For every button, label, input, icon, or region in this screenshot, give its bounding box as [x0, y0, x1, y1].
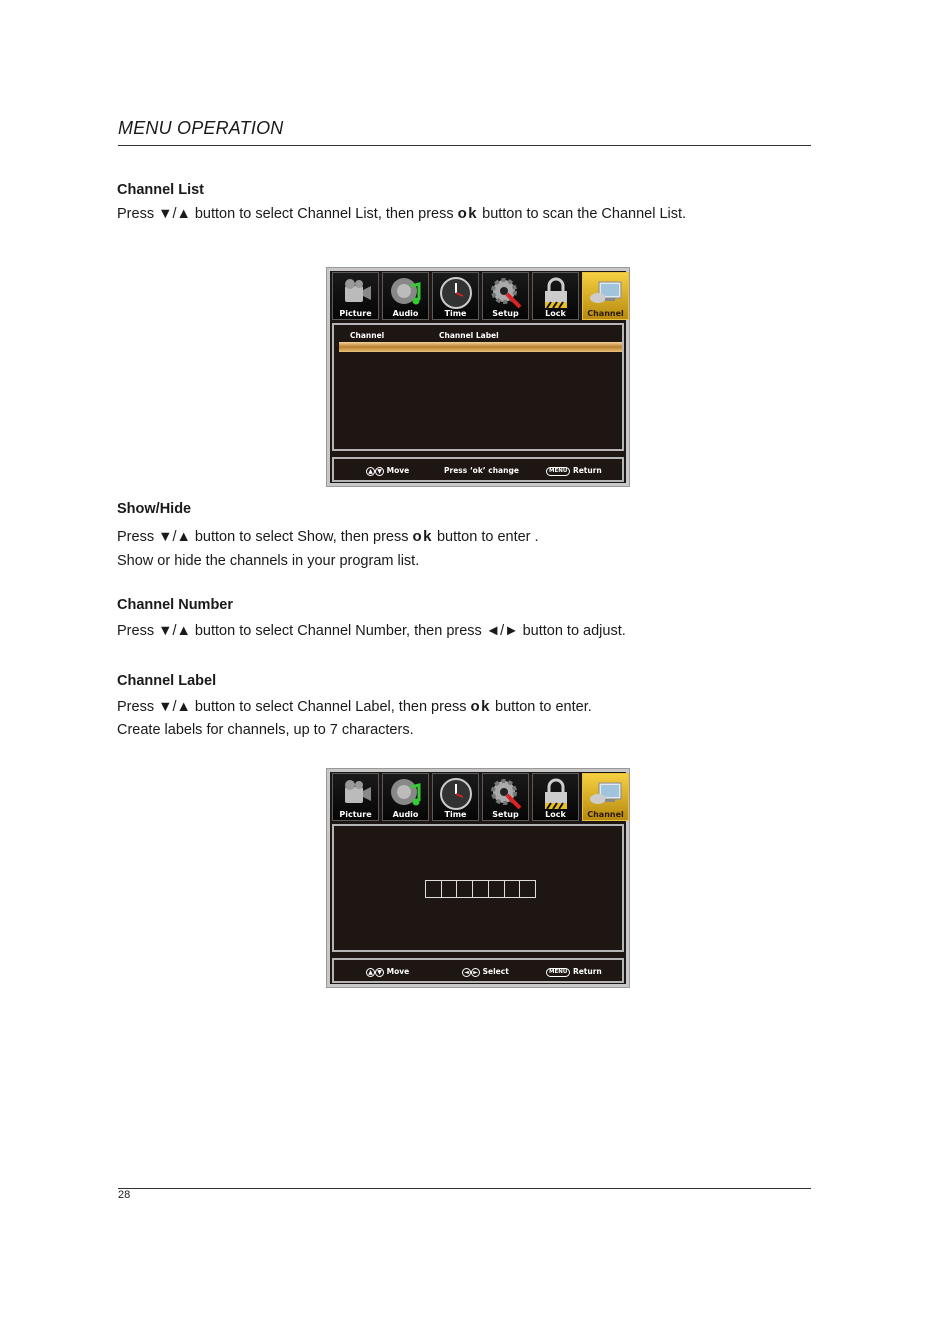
tab-channel[interactable] — [582, 773, 629, 821]
speaker-music-icon — [389, 777, 423, 811]
menu-key-icon: MENU — [546, 467, 570, 476]
ok-key-label: ok — [470, 698, 492, 715]
column-header-channel: Channel — [350, 331, 385, 340]
tab-label: Time — [444, 309, 467, 318]
selected-row-highlight[interactable] — [339, 342, 622, 352]
label-char-slot[interactable] — [442, 881, 458, 897]
left-arrow-icon: ◄ — [462, 968, 471, 977]
tab-label: Time — [444, 810, 467, 819]
tab-label: Lock — [545, 309, 566, 318]
tab-setup[interactable] — [482, 272, 529, 320]
show-hide-text-b: button to enter . — [436, 529, 539, 545]
hint-move-label: Move — [386, 466, 410, 475]
osd-footer-hints — [332, 958, 624, 983]
lock-icon — [539, 777, 573, 811]
hint-return-label: Return — [572, 466, 602, 475]
tab-audio[interactable] — [382, 272, 429, 320]
speaker-music-icon — [389, 276, 423, 310]
right-arrow-icon: ► — [471, 968, 480, 977]
channel-label-text-a: Press ▼/▲ button to select Channel Label, then press — [117, 699, 467, 715]
osd-channel-label-screen — [326, 768, 630, 988]
tab-label: Audio — [392, 810, 419, 819]
section-title-show-hide: Show/Hide — [117, 501, 192, 517]
label-char-slot[interactable] — [426, 881, 442, 897]
hint-return — [546, 466, 602, 476]
osd-footer-hints — [332, 457, 624, 482]
show-hide-instruction — [117, 528, 539, 545]
channel-list-text-a: Press ▼/▲ button to select Channel List, then press — [117, 206, 454, 222]
tab-setup[interactable] — [482, 773, 529, 821]
channel-list-instruction — [117, 205, 686, 222]
osd-panel — [330, 772, 626, 984]
channel-label-input[interactable] — [425, 880, 536, 898]
column-header-channel-label: Channel Label — [439, 331, 499, 340]
label-char-slot[interactable] — [473, 881, 489, 897]
ok-key-label: ok — [457, 205, 479, 222]
hint-select-label: Select — [482, 967, 509, 976]
label-char-slot[interactable] — [520, 881, 535, 897]
down-arrow-icon: ▼ — [375, 968, 384, 977]
camera-icon — [339, 777, 373, 811]
tab-picture[interactable] — [332, 773, 379, 821]
tab-label: Picture — [339, 810, 372, 819]
tab-label: Setup — [492, 309, 519, 318]
clock-icon — [439, 276, 473, 310]
tv-satellite-icon — [589, 276, 623, 310]
page-header-title: MENU OPERATION — [118, 118, 284, 138]
camera-icon — [339, 276, 373, 310]
osd-menu-tabs — [332, 272, 626, 322]
hint-move — [366, 967, 409, 977]
channel-label-text-b: button to enter. — [495, 699, 592, 715]
menu-key-icon: MENU — [546, 968, 570, 977]
footer-rule — [118, 1188, 811, 1189]
up-arrow-icon: ▲ — [366, 968, 375, 977]
tab-label: Audio — [392, 309, 419, 318]
page-number: 28 — [118, 1189, 131, 1201]
channel-list-text-b: button to scan the Channel List. — [482, 206, 687, 222]
hint-move-label: Move — [386, 967, 410, 976]
clock-icon — [439, 777, 473, 811]
up-arrow-icon: ▲ — [366, 467, 375, 476]
gear-tools-icon — [489, 276, 523, 310]
hint-move — [366, 466, 409, 476]
tab-label: Setup — [492, 810, 519, 819]
channel-label-description: Create labels for channels, up to 7 characters. — [117, 722, 414, 738]
tv-satellite-icon — [589, 777, 623, 811]
down-arrow-icon: ▼ — [375, 467, 384, 476]
osd-channel-list-screen — [326, 267, 630, 487]
hint-ok-change: Press ‘ok’ change — [444, 466, 519, 475]
tab-label: Channel — [587, 309, 624, 318]
show-hide-text-a: Press ▼/▲ button to select Show, then press — [117, 529, 409, 545]
section-title-channel-list: Channel List — [117, 182, 205, 198]
show-hide-description: Show or hide the channels in your program list. — [117, 553, 420, 569]
tab-channel[interactable] — [582, 272, 629, 320]
channel-number-instruction: Press ▼/▲ button to select Channel Number, then press ◄/► button to adjust. — [117, 623, 626, 639]
section-title-channel-label: Channel Label — [117, 673, 217, 689]
tab-lock[interactable] — [532, 773, 579, 821]
tab-label: Picture — [339, 309, 372, 318]
lock-icon — [539, 276, 573, 310]
tab-label: Channel — [587, 810, 624, 819]
hint-return — [546, 967, 602, 977]
gear-tools-icon — [489, 777, 523, 811]
tab-audio[interactable] — [382, 773, 429, 821]
section-title-channel-number: Channel Number — [117, 597, 234, 613]
osd-content-area — [332, 323, 624, 451]
osd-content-area — [332, 824, 624, 952]
ok-key-label: ok — [412, 528, 433, 545]
tab-label: Lock — [545, 810, 566, 819]
tab-lock[interactable] — [532, 272, 579, 320]
header-rule — [118, 145, 811, 146]
osd-panel — [330, 271, 626, 483]
hint-return-label: Return — [572, 967, 602, 976]
tab-time[interactable] — [432, 773, 479, 821]
channel-label-instruction — [117, 698, 592, 715]
label-char-slot[interactable] — [505, 881, 521, 897]
label-char-slot[interactable] — [489, 881, 505, 897]
tab-time[interactable] — [432, 272, 479, 320]
tab-picture[interactable] — [332, 272, 379, 320]
hint-select — [462, 967, 509, 977]
label-char-slot[interactable] — [457, 881, 473, 897]
osd-menu-tabs — [332, 773, 626, 823]
